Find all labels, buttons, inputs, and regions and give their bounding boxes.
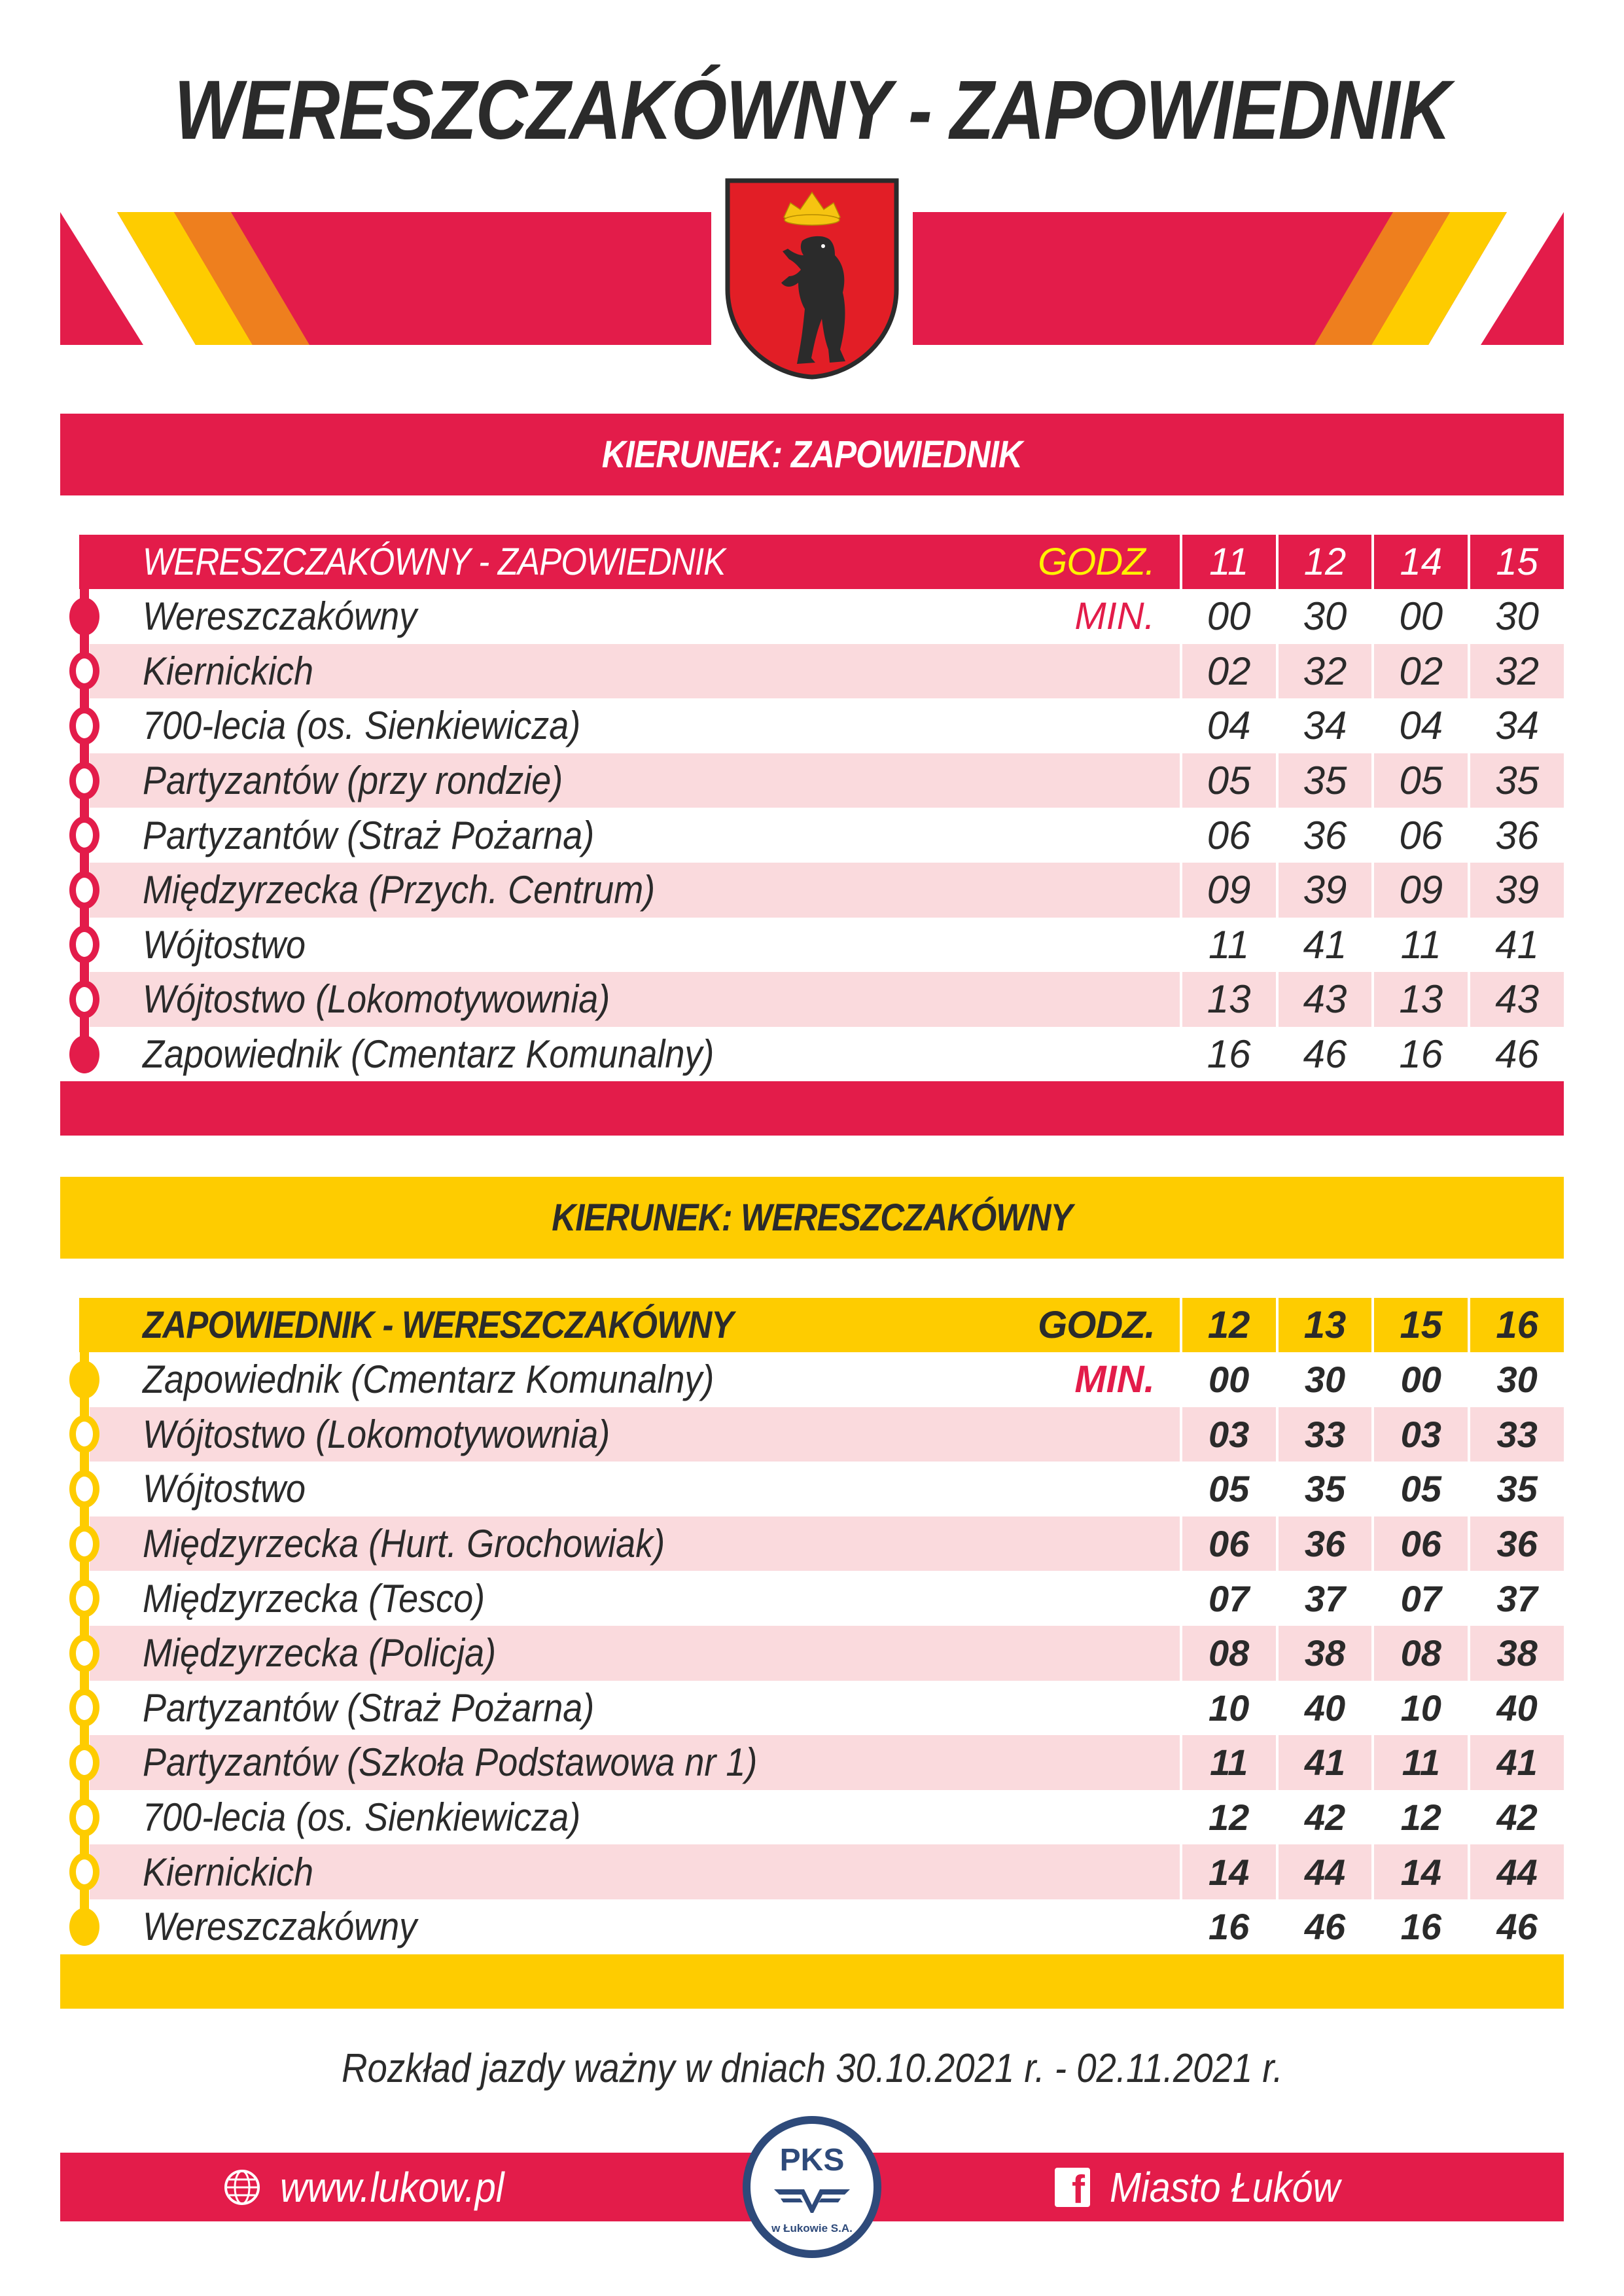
departure-minute: 36 [1470, 1516, 1564, 1571]
stop-name: Międzyrzecka (Policja) [143, 1631, 497, 1676]
departure-minute: 42 [1496, 1797, 1538, 1839]
stop-row [60, 1462, 1564, 1516]
departure-minute: 36 [1279, 1516, 1372, 1571]
stop-name: Wereszczakówny [143, 1905, 417, 1949]
stop-cell [90, 1844, 1180, 1899]
departure-minute: 30 [1303, 594, 1347, 639]
stop-cell [90, 1735, 1180, 1790]
departure-minute: 30 [1304, 1359, 1346, 1401]
departure-minute: 46 [1495, 1032, 1539, 1077]
stop-name: Kiernickich [143, 649, 314, 693]
departure-minute: 35 [1470, 753, 1564, 808]
departure-minute: 08 [1374, 1626, 1468, 1681]
stop-marker-icon [69, 816, 99, 854]
direction-header-zapowiednik [60, 414, 1564, 495]
stop-cell [90, 1681, 1180, 1736]
departure-minute: 16 [1209, 1906, 1250, 1948]
hour-column-header: 12 [1279, 535, 1372, 589]
pks-wings-icon [774, 2187, 850, 2215]
stop-name: Partyzantów (Straż Pożarna) [143, 1685, 595, 1730]
departure-minute: 00 [1400, 1359, 1441, 1401]
hour-column-header: 13 [1279, 1298, 1372, 1352]
stop-row [60, 753, 1564, 808]
stop-marker-icon [69, 1744, 99, 1782]
departure-minute: 07 [1400, 1577, 1441, 1619]
departure-minute: 05 [1182, 753, 1276, 808]
departure-minute: 35 [1279, 753, 1372, 808]
stop-cell [90, 1516, 1180, 1571]
departure-minute: 09 [1182, 863, 1276, 918]
departure-minute: 33 [1279, 1407, 1372, 1462]
facebook-text: Miasto Łuków [1110, 2163, 1341, 2211]
stop-name: 700-lecia (os. Sienkiewicza) [143, 704, 581, 748]
stop-marker-icon [69, 1415, 99, 1453]
departure-minute: 14 [1182, 1844, 1276, 1899]
stop-marker-icon [69, 762, 99, 800]
departure-minute: 16 [1207, 1032, 1251, 1077]
departure-minute: 09 [1374, 863, 1468, 918]
departure-minute: 00 [1399, 594, 1443, 639]
departure-minute: 08 [1182, 1626, 1276, 1681]
hour-column-header: 14 [1374, 535, 1468, 589]
hour-column-header: 11 [1182, 535, 1276, 589]
stop-name: Partyzantów (przy rondzie) [143, 759, 563, 803]
departure-minute: 06 [1399, 813, 1443, 857]
stop-name: Partyzantów (Straż Pożarna) [143, 813, 595, 857]
stop-name: Międzyrzecka (Tesco) [143, 1576, 485, 1621]
departure-minute: 37 [1496, 1577, 1538, 1619]
stop-name: Wójtostwo (Lokomotywownia) [143, 1412, 610, 1456]
terminal-stop-marker-icon [69, 1361, 99, 1399]
departure-minute: 33 [1470, 1407, 1564, 1462]
stop-row [60, 644, 1564, 699]
stop-name: Wójtostwo [143, 1467, 306, 1511]
departure-minute: 06 [1207, 813, 1251, 857]
stop-cell [90, 644, 1180, 699]
departure-minute: 38 [1470, 1626, 1564, 1681]
stop-name: Kiernickich [143, 1850, 314, 1894]
departure-minute: 37 [1304, 1577, 1346, 1619]
departure-minute: 32 [1279, 644, 1372, 699]
stop-cell [90, 753, 1180, 808]
page-title: WERESZCZAKÓWNY - ZAPOWIEDNIK [174, 63, 1450, 157]
timetable-wereszczakowny [60, 1298, 1564, 2009]
stop-marker-icon [69, 980, 99, 1018]
departure-minute: 36 [1303, 813, 1347, 857]
departure-minute: 46 [1496, 1906, 1538, 1948]
stop-name: Międzyrzecka (Hurt. Grochowiak) [143, 1522, 665, 1566]
stop-row [60, 1516, 1564, 1571]
departure-minute: 32 [1470, 644, 1564, 699]
stop-name: Międzyrzecka (Przych. Centrum) [143, 868, 656, 912]
departure-minute: 41 [1303, 922, 1347, 967]
stop-row [60, 1899, 1564, 1954]
stop-row [60, 1844, 1564, 1899]
terminal-stop-marker-icon [69, 1035, 99, 1073]
timetable-header [60, 1298, 1564, 1352]
stop-name: Wójtostwo [143, 922, 306, 967]
departure-minute: 10 [1209, 1687, 1250, 1729]
stop-marker-icon [69, 871, 99, 909]
departure-minute: 43 [1470, 972, 1564, 1027]
stop-marker-icon [69, 652, 99, 690]
departure-minute: 07 [1209, 1577, 1250, 1619]
stop-name: Partyzantów (Szkoła Podstawowa nr 1) [143, 1740, 758, 1785]
hour-column-header: 15 [1374, 1298, 1468, 1352]
stop-row [60, 1027, 1564, 1082]
route-title-cell [79, 535, 1180, 589]
departure-minute: 06 [1182, 1516, 1276, 1571]
departure-minute: 16 [1399, 1032, 1443, 1077]
globe-icon [224, 2169, 260, 2206]
stop-marker-icon [69, 1470, 99, 1508]
departure-minute: 05 [1374, 753, 1468, 808]
stop-name: Wereszczakówny [143, 594, 417, 639]
stop-cell [90, 698, 1180, 753]
departure-minute: 35 [1304, 1468, 1346, 1510]
stop-row [60, 1352, 1564, 1407]
route-title-cell [79, 1298, 1180, 1352]
hour-column-header: 12 [1182, 1298, 1276, 1352]
departure-minute: 34 [1303, 704, 1347, 748]
route-title: WERESZCZAKÓWNY - ZAPOWIEDNIK [143, 541, 726, 583]
pks-logo-name: PKS [779, 2143, 845, 2178]
terminal-stop-marker-icon [69, 1908, 99, 1946]
stop-marker-icon [69, 1689, 99, 1727]
stop-marker-icon [69, 1799, 99, 1837]
stop-row [60, 918, 1564, 973]
departure-minute: 04 [1207, 704, 1251, 748]
stop-cell [90, 1899, 1180, 1954]
stop-cell [90, 1626, 1180, 1681]
stop-name: 700-lecia (os. Sienkiewicza) [143, 1795, 581, 1840]
stop-cell [90, 1027, 1180, 1082]
departure-minute: 42 [1304, 1797, 1346, 1839]
departure-minute: 02 [1374, 644, 1468, 699]
departure-minute: 44 [1470, 1844, 1564, 1899]
departure-minute: 39 [1279, 863, 1372, 918]
departure-minute: 04 [1399, 704, 1443, 748]
departure-minute: 30 [1495, 594, 1539, 639]
banner-stripes-right [913, 212, 1564, 345]
timetable-footer-bar [60, 1954, 1564, 2009]
departure-minute: 34 [1495, 704, 1539, 748]
stop-rows [60, 1352, 1564, 1954]
stop-marker-icon [69, 1853, 99, 1891]
pks-logo-subtitle: w Łukowie S.A. [771, 2222, 853, 2234]
departure-minute: 11 [1374, 1735, 1468, 1790]
departure-minute: 35 [1496, 1468, 1538, 1510]
stop-rows [60, 589, 1564, 1081]
stop-cell [90, 972, 1180, 1027]
stop-cell [90, 589, 1180, 644]
departure-minute: 41 [1495, 922, 1539, 967]
departure-minute: 14 [1374, 1844, 1468, 1899]
departure-minute: 41 [1279, 1735, 1372, 1790]
stop-row [60, 808, 1564, 863]
departure-minute: 00 [1209, 1359, 1250, 1401]
validity-text: Rozkład jazdy ważny w dniach 30.10.2021 r. - 02.11.2021 r. [341, 2046, 1283, 2091]
stop-row [60, 1407, 1564, 1462]
direction-label: KIERUNEK: WERESZCZAKÓWNY [552, 1196, 1072, 1239]
departure-minute: 46 [1303, 1032, 1347, 1077]
facebook-link[interactable] [1055, 2153, 1366, 2221]
stop-row [60, 1626, 1564, 1681]
departure-minute: 43 [1279, 972, 1372, 1027]
departure-minute: 40 [1304, 1687, 1346, 1729]
stop-row [60, 1735, 1564, 1790]
stop-name: Wójtostwo (Lokomotywownia) [143, 977, 610, 1022]
minutes-label: MIN. [1074, 1358, 1155, 1401]
direction-header-wereszczakowny [60, 1177, 1564, 1259]
stop-cell [90, 808, 1180, 863]
departure-minute: 11 [1400, 922, 1441, 967]
website-link[interactable] [224, 2153, 529, 2221]
hour-column-header: 15 [1470, 535, 1564, 589]
stop-marker-icon [69, 925, 99, 963]
stop-marker-icon [69, 1634, 99, 1672]
hour-column-header: 16 [1470, 1298, 1564, 1352]
stop-name: Zapowiednik (Cmentarz Komunalny) [143, 1357, 715, 1402]
pks-logo [743, 2116, 881, 2258]
departure-minute: 05 [1400, 1468, 1441, 1510]
departure-minute: 30 [1496, 1359, 1538, 1401]
stop-marker-icon [69, 1525, 99, 1563]
departure-minute: 11 [1182, 1735, 1276, 1790]
departure-minute: 40 [1496, 1687, 1538, 1729]
departure-minute: 10 [1400, 1687, 1441, 1729]
hours-label: GODZ. [1038, 541, 1155, 583]
stop-row [60, 589, 1564, 644]
banner-stripes-left [60, 212, 711, 345]
departure-minute: 16 [1400, 1906, 1441, 1948]
departure-minute: 00 [1207, 594, 1251, 639]
minutes-label: MIN. [1074, 595, 1155, 638]
stop-cell [90, 1462, 1180, 1516]
departure-minute: 11 [1209, 922, 1250, 967]
departure-minute: 39 [1470, 863, 1564, 918]
stop-row [60, 698, 1564, 753]
departure-minute: 36 [1495, 813, 1539, 857]
departure-minute: 03 [1182, 1407, 1276, 1462]
departure-minute: 12 [1209, 1797, 1250, 1839]
stop-row [60, 1790, 1564, 1845]
departure-minute: 44 [1279, 1844, 1372, 1899]
departure-minute: 13 [1182, 972, 1276, 1027]
facebook-icon: f [1055, 2168, 1090, 2207]
departure-minute: 41 [1470, 1735, 1564, 1790]
stop-cell [90, 1352, 1180, 1407]
departure-minute: 02 [1182, 644, 1276, 699]
stop-row [60, 863, 1564, 918]
stop-cell [90, 1571, 1180, 1626]
timetable-footer-bar [60, 1081, 1564, 1136]
stop-row [60, 1681, 1564, 1736]
stop-row [60, 1571, 1564, 1626]
timetable-zapowiednik [60, 535, 1564, 1136]
stop-cell [90, 918, 1180, 973]
stop-row [60, 972, 1564, 1027]
stop-name: Zapowiednik (Cmentarz Komunalny) [143, 1032, 715, 1077]
timetable-header [60, 535, 1564, 589]
route-title: ZAPOWIEDNIK - WERESZCZAKÓWNY [143, 1304, 733, 1346]
departure-minute: 46 [1304, 1906, 1346, 1948]
departure-minute: 03 [1374, 1407, 1468, 1462]
stop-cell [90, 863, 1180, 918]
stop-cell [90, 1790, 1180, 1845]
departure-minute: 06 [1374, 1516, 1468, 1571]
departure-minute: 13 [1374, 972, 1468, 1027]
direction-label: KIERUNEK: ZAPOWIEDNIK [601, 433, 1023, 476]
stop-marker-icon [69, 707, 99, 745]
hours-label: GODZ. [1038, 1304, 1155, 1346]
departure-minute: 05 [1209, 1468, 1250, 1510]
coat-of-arms-bear-with-crown-icon [725, 178, 899, 380]
departure-minute: 38 [1279, 1626, 1372, 1681]
departure-minute: 12 [1400, 1797, 1441, 1839]
website-text: www.lukow.pl [280, 2163, 504, 2211]
stop-marker-icon [69, 1579, 99, 1617]
validity-note [0, 2045, 1624, 2092]
terminal-stop-marker-icon [69, 598, 99, 636]
stop-cell [90, 1407, 1180, 1462]
